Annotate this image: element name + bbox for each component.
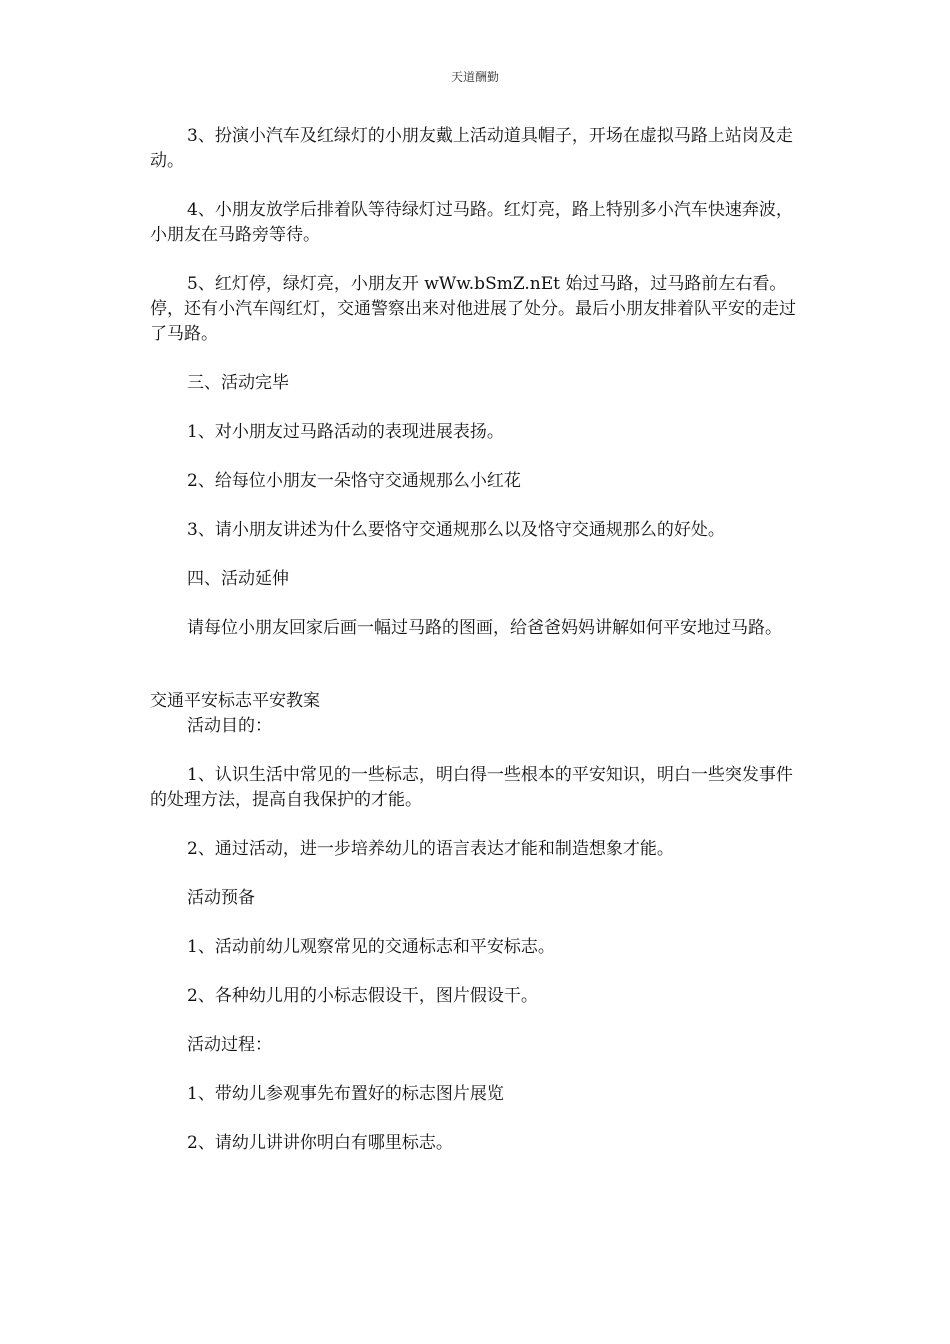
- section-heading: 三、活动完毕: [187, 373, 289, 393]
- paragraph: 2、通过活动，进一步培养幼儿的语言表达才能和制造想象才能。: [187, 839, 674, 859]
- paragraph: 1、带幼儿参观事先布置好的标志图片展览: [187, 1084, 504, 1104]
- document-body: [150, 124, 802, 1156]
- section-heading: 四、活动延伸: [187, 569, 289, 589]
- paragraph: 2、给每位小朋友一朵恪守交通规那么小红花: [187, 471, 521, 491]
- paragraph: 3、请小朋友讲述为什么要恪守交通规那么以及恪守交通规那么的好处。: [187, 520, 725, 540]
- document-title: 交通平安标志平安教案: [150, 691, 320, 711]
- section-heading: 活动过程：: [187, 1035, 272, 1055]
- section-heading: 活动目的：: [187, 716, 272, 736]
- paragraph: 1、对小朋友过马路活动的表现进展表扬。: [187, 422, 504, 442]
- section-heading: 活动预备: [187, 888, 255, 908]
- paragraph: 4、小朋友放学后排着队等待绿灯过马路。红灯亮，路上特别多小汽车快速奔波，小朋友在马路旁等待。: [150, 200, 793, 245]
- paragraph: 5、红灯停，绿灯亮，小朋友开 wWw.bSmZ.nEt 始过马路，过马路前左右看。停，还有小汽车闯红灯，交通警察出来对他进展了处分。最后小朋友排着队平安的走过了马路。: [150, 274, 796, 344]
- paragraph: 2、请幼儿讲讲你明白有哪里标志。: [187, 1133, 453, 1153]
- paragraph: 1、活动前幼儿观察常见的交通标志和平安标志。: [187, 937, 555, 957]
- paragraph: 1、认识生活中常见的一些标志，明白得一些根本的平安知识，明白一些突发事件的处理方法，提高自我保护的才能。: [150, 765, 793, 810]
- paragraph: 3、扮演小汽车及红绿灯的小朋友戴上活动道具帽子，开场在虚拟马路上站岗及走动。: [150, 126, 793, 171]
- paragraph: 请每位小朋友回家后画一幅过马路的图画，给爸爸妈妈讲解如何平安地过马路。: [187, 618, 782, 638]
- page-header: 天道酬勤: [450, 70, 499, 84]
- paragraph: 2、各种幼儿用的小标志假设干，图片假设干。: [187, 986, 538, 1006]
- spacer: [150, 665, 802, 689]
